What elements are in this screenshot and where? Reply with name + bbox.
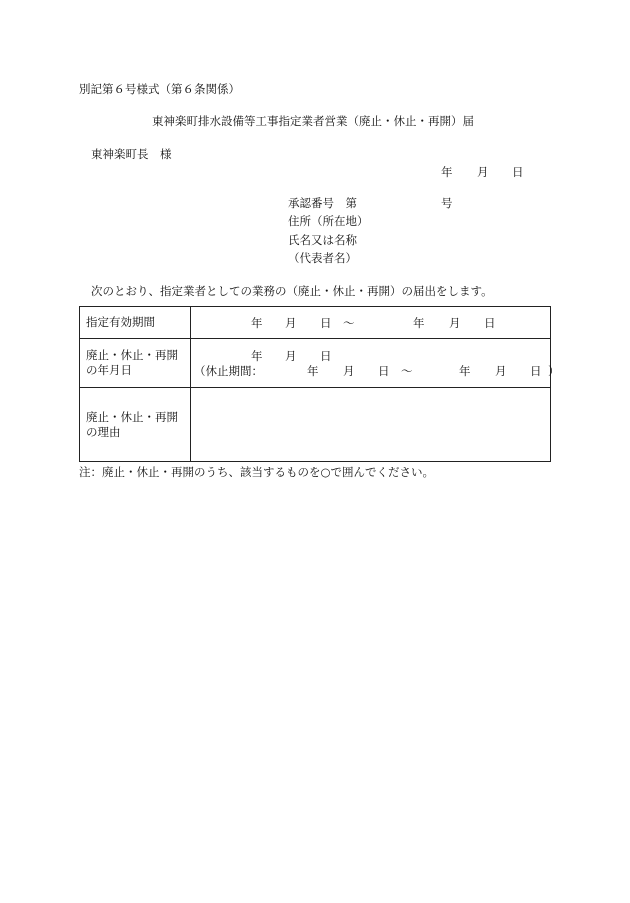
date-value[interactable]: 年 月 日 （休止期間： 年 月 日 ～ 年 月 日 ） <box>191 339 551 388</box>
date-month: 月 <box>477 165 489 179</box>
validity-period-label: 指定有効期間 <box>80 307 191 339</box>
addressee: 東神楽町長 様 <box>91 147 172 161</box>
table-row-validity-period <box>80 307 551 339</box>
reason-label: 廃止・休止・再開 の理由 <box>80 388 191 462</box>
table-row-reason <box>80 388 551 462</box>
date-year: 年 <box>441 165 453 179</box>
address-label: 住所（所在地） <box>288 214 369 228</box>
intro-text: 次のとおり、指定業者としての業務の（廃止・休止・再開）の届出をします。 <box>91 284 493 298</box>
form-table <box>79 306 560 462</box>
date-day: 日 <box>512 165 524 179</box>
approval-number-label: 承認番号 第 <box>288 196 357 210</box>
validity-period-value[interactable]: 年 月 日 ～ 年 月 日 <box>191 307 551 339</box>
representative-label: （代表者名） <box>288 251 357 265</box>
name-label: 氏名又は名称 <box>288 233 357 247</box>
document-title: 東神楽町排水設備等工事指定業者営業（廃止・休止・再開）届 <box>152 114 474 128</box>
table-row-date <box>80 339 551 388</box>
note: 注：廃止・休止・再開のうち、該当するものを○で囲んでください。 <box>79 465 435 479</box>
date-label: 廃止・休止・再開 の年月日 <box>80 339 191 388</box>
approval-number-suffix: 号 <box>441 196 453 210</box>
reason-value[interactable] <box>191 388 551 462</box>
form-number: 別記第６号様式（第６条関係） <box>79 82 240 96</box>
